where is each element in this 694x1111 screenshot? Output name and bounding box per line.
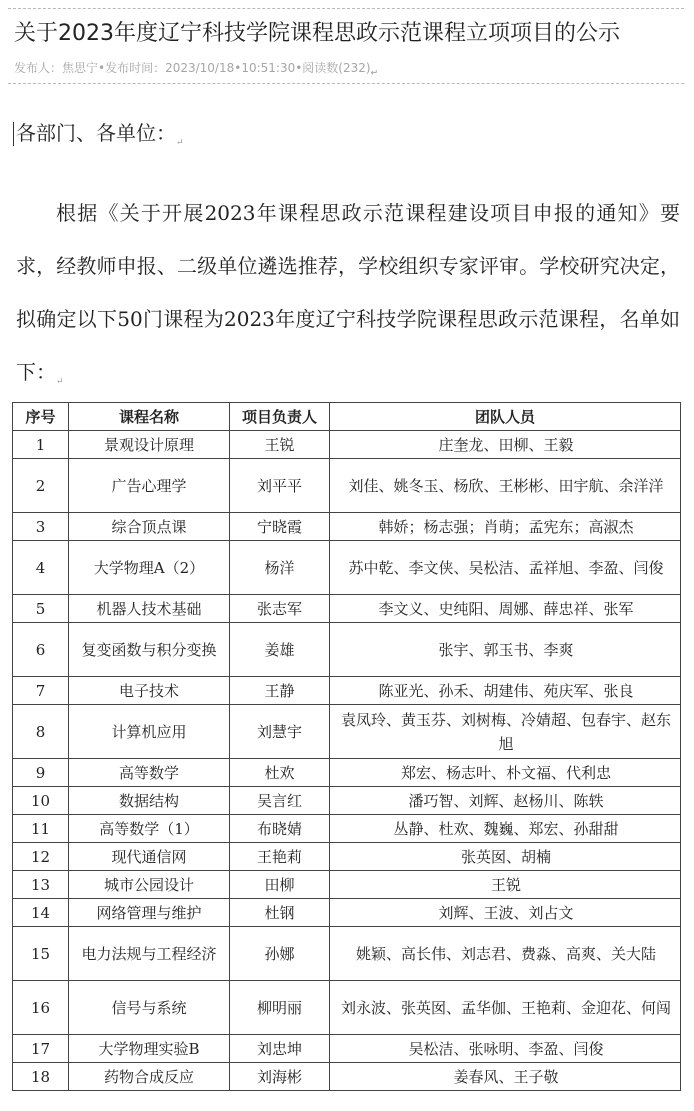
paragraph-mark-icon: ↵ xyxy=(176,138,184,148)
table-row xyxy=(13,927,681,981)
cell-leader: 布晓婧 xyxy=(230,815,330,843)
cell-course: 电力法规与工程经济 xyxy=(69,927,230,981)
cell-leader: 柳明丽 xyxy=(230,981,330,1035)
course-list-table xyxy=(12,402,681,1091)
cell-course: 信号与系统 xyxy=(69,981,230,1035)
cell-no: 5 xyxy=(13,595,69,623)
cell-course: 药物合成反应 xyxy=(69,1063,230,1091)
cell-team: 李文义、史纯阳、周娜、薛忠祥、张军 xyxy=(330,595,681,623)
cell-team: 郑宏、杨志叶、朴文福、代利忠 xyxy=(330,759,681,787)
table-row xyxy=(13,623,681,677)
cell-team: 刘佳、姚冬玉、杨欣、王彬彬、田宇航、余洋洋 xyxy=(330,459,681,513)
table-row xyxy=(13,871,681,899)
cell-team: 姜春风、王子敬 xyxy=(330,1063,681,1091)
table-row xyxy=(13,899,681,927)
cell-team: 吴松洁、张咏明、李盈、闫俊 xyxy=(330,1035,681,1063)
cell-course: 电子技术 xyxy=(69,677,230,705)
table-row xyxy=(13,843,681,871)
salutation-text: 各部门、各单位： xyxy=(16,121,176,145)
cell-no: 14 xyxy=(13,899,69,927)
table-row xyxy=(13,787,681,815)
cell-course: 现代通信网 xyxy=(69,843,230,871)
cell-leader: 张志军 xyxy=(230,595,330,623)
paragraph-mark-icon: ↵ xyxy=(370,68,379,79)
cell-course: 计算机应用 xyxy=(69,705,230,759)
cell-course: 机器人技术基础 xyxy=(69,595,230,623)
cell-course: 广告心理学 xyxy=(69,459,230,513)
cell-no: 8 xyxy=(13,705,69,759)
cell-no: 2 xyxy=(13,459,69,513)
text-cursor xyxy=(13,122,14,146)
cell-no: 13 xyxy=(13,871,69,899)
cell-leader: 姜雄 xyxy=(230,623,330,677)
cell-team: 丛静、杜欢、魏巍、郑宏、孙甜甜 xyxy=(330,815,681,843)
cell-no: 4 xyxy=(13,541,69,595)
table-header-row xyxy=(13,403,681,431)
cell-course: 大学物理实验B xyxy=(69,1035,230,1063)
cell-leader: 王艳莉 xyxy=(230,843,330,871)
cell-no: 15 xyxy=(13,927,69,981)
cell-leader: 孙娜 xyxy=(230,927,330,981)
cell-leader: 杜欢 xyxy=(230,759,330,787)
table-row xyxy=(13,459,681,513)
cell-team: 袁凤玲、黄玉芬、刘树梅、冷婧超、包春宇、赵东旭 xyxy=(330,705,681,759)
cell-leader: 宁晓霞 xyxy=(230,513,330,541)
cell-team: 王锐 xyxy=(330,871,681,899)
cell-course: 高等数学（1） xyxy=(69,815,230,843)
table-row xyxy=(13,677,681,705)
table-row xyxy=(13,1063,681,1091)
cell-team: 张宇、郭玉书、李爽 xyxy=(330,623,681,677)
cell-leader: 吴言红 xyxy=(230,787,330,815)
cell-team: 潘巧智、刘辉、赵杨川、陈轶 xyxy=(330,787,681,815)
cell-no: 3 xyxy=(13,513,69,541)
table-row xyxy=(13,541,681,595)
table-row xyxy=(13,705,681,759)
article-meta xyxy=(14,59,378,78)
cell-team: 苏中乾、李文侠、吴松洁、孟祥旭、李盈、闫俊 xyxy=(330,541,681,595)
table-row xyxy=(13,981,681,1035)
cell-course: 大学物理A（2） xyxy=(69,541,230,595)
body-paragraph xyxy=(16,187,680,409)
cell-no: 6 xyxy=(13,623,69,677)
cell-leader: 田柳 xyxy=(230,871,330,899)
cell-course: 城市公园设计 xyxy=(69,871,230,899)
header-course: 课程名称 xyxy=(69,403,230,431)
header-leader: 项目负责人 xyxy=(230,403,330,431)
cell-leader: 王锐 xyxy=(230,431,330,459)
table-row xyxy=(13,1035,681,1063)
header-no: 序号 xyxy=(13,403,69,431)
cell-course: 综合顶点课 xyxy=(69,513,230,541)
cell-no: 9 xyxy=(13,759,69,787)
cell-team: 张英囡、胡楠 xyxy=(330,843,681,871)
cell-course: 网络管理与维护 xyxy=(69,899,230,927)
cell-course: 复变函数与积分变换 xyxy=(69,623,230,677)
cell-no: 11 xyxy=(13,815,69,843)
table-row xyxy=(13,513,681,541)
cell-no: 18 xyxy=(13,1063,69,1091)
cell-leader: 刘慧宇 xyxy=(230,705,330,759)
table-row xyxy=(13,759,681,787)
table-row xyxy=(13,431,681,459)
cell-leader: 刘忠坤 xyxy=(230,1035,330,1063)
cell-team: 刘辉、王波、刘占文 xyxy=(330,899,681,927)
cell-no: 1 xyxy=(13,431,69,459)
cell-team: 陈亚光、孙禾、胡建伟、苑庆军、张良 xyxy=(330,677,681,705)
cell-no: 10 xyxy=(13,787,69,815)
salutation xyxy=(16,118,184,158)
article-title: 关于2023年度辽宁科技学院课程思政示范课程立项项目的公示 xyxy=(14,21,620,46)
cell-leader: 刘海彬 xyxy=(230,1063,330,1091)
cell-course: 景观设计原理 xyxy=(69,431,230,459)
cell-leader: 杨洋 xyxy=(230,541,330,595)
cell-no: 7 xyxy=(13,677,69,705)
cell-team: 庄奎龙、田柳、王毅 xyxy=(330,431,681,459)
cell-course: 高等数学 xyxy=(69,759,230,787)
cell-course: 数据结构 xyxy=(69,787,230,815)
cell-team: 姚颖、高长伟、刘志君、费淼、高爽、关大陆 xyxy=(330,927,681,981)
paragraph-mark-icon: ↵ xyxy=(56,377,64,387)
cell-no: 12 xyxy=(13,843,69,871)
cell-leader: 王静 xyxy=(230,677,330,705)
body-paragraph-text: 根据《关于开展2023年课程思政示范课程建设项目申报的通知》要求，经教师申报、二级单位遴选推荐，学校组织专家评审。学校研究决定，拟确定以下50门课程为2023年度辽宁科技学院课程思政示范课程，名单如下： xyxy=(16,201,680,384)
cell-no: 17 xyxy=(13,1035,69,1063)
cell-leader: 刘平平 xyxy=(230,459,330,513)
table-row xyxy=(13,815,681,843)
cell-no: 16 xyxy=(13,981,69,1035)
publish-info: 发布人：焦思宁•发布时间：2023/10/18•10:51:30•阅读数(232) xyxy=(14,61,371,75)
cell-team: 刘永波、张英囡、孟华伽、王艳莉、金迎花、何闯 xyxy=(330,981,681,1035)
header-team: 团队人员 xyxy=(330,403,681,431)
cell-team: 韩娇；杨志强；肖萌；孟宪东；高淑杰 xyxy=(330,513,681,541)
article-header xyxy=(8,8,684,84)
table-row xyxy=(13,595,681,623)
cell-leader: 杜钢 xyxy=(230,899,330,927)
